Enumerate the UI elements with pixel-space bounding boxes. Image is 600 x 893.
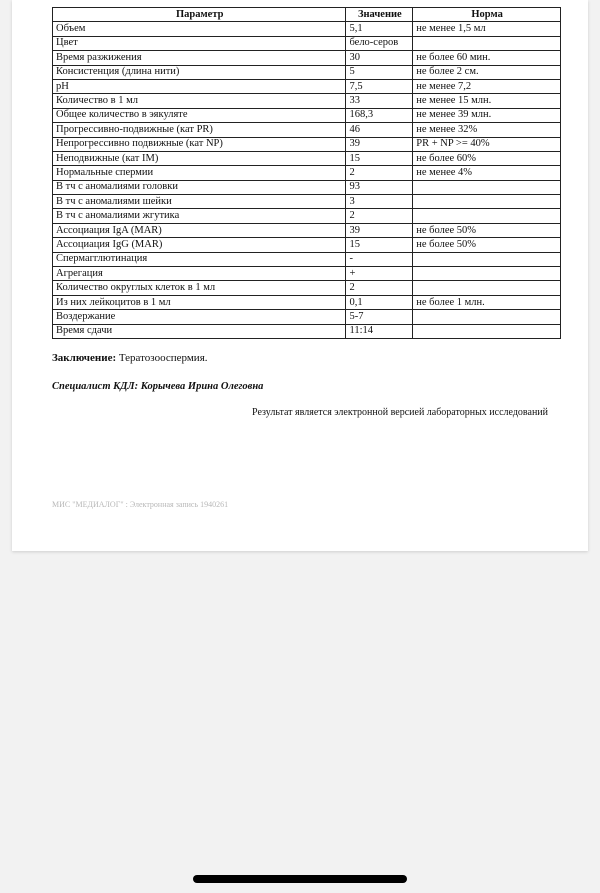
value-cell: 39 (346, 223, 413, 237)
norm-cell (413, 267, 561, 281)
norm-cell: не более 60% (413, 151, 561, 165)
norm-cell (413, 324, 561, 338)
value-cell: 39 (346, 137, 413, 151)
table-header-row (53, 8, 561, 22)
param-cell: Агрегация (53, 267, 346, 281)
table-row (53, 324, 561, 338)
param-cell: Цвет (53, 36, 346, 50)
param-cell: Нормальные спермии (53, 166, 346, 180)
value-cell: 2 (346, 166, 413, 180)
param-cell: Объем (53, 22, 346, 36)
table-row (53, 209, 561, 223)
param-cell: Время сдачи (53, 324, 346, 338)
param-cell: Спермагглютинация (53, 252, 346, 266)
param-cell: Количество округлых клеток в 1 мл (53, 281, 346, 295)
norm-cell: не более 2 см. (413, 65, 561, 79)
table-row (53, 65, 561, 79)
value-cell: 11:14 (346, 324, 413, 338)
results-table (52, 7, 561, 339)
header-norm: Норма (413, 8, 561, 22)
table-row (53, 123, 561, 137)
conclusion (52, 352, 208, 364)
value-cell: 2 (346, 281, 413, 295)
param-cell: Ассоциация IgA (MAR) (53, 223, 346, 237)
table-row (53, 310, 561, 324)
table-row (53, 281, 561, 295)
value-cell: 2 (346, 209, 413, 223)
param-cell: pH (53, 79, 346, 93)
param-cell: В тч с аномалиями жгутика (53, 209, 346, 223)
table-row (53, 79, 561, 93)
table-row (53, 295, 561, 309)
value-cell: 168,3 (346, 108, 413, 122)
norm-cell: PR + NP >= 40% (413, 137, 561, 151)
footer-record-id: МИС "МЕДИАЛОГ" : Электронная запись 1940261 (52, 500, 229, 509)
table-row (53, 22, 561, 36)
param-cell: Из них лейкоцитов в 1 мл (53, 295, 346, 309)
param-cell: Консистенция (длина нити) (53, 65, 346, 79)
norm-cell: не менее 32% (413, 123, 561, 137)
conclusion-label: Заключение: (52, 352, 117, 364)
norm-cell (413, 195, 561, 209)
norm-cell: не менее 1,5 мл (413, 22, 561, 36)
header-parameter: Параметр (53, 8, 346, 22)
value-cell: бело-серов (346, 36, 413, 50)
param-cell: В тч с аномалиями шейки (53, 195, 346, 209)
table-row (53, 195, 561, 209)
norm-cell: не более 60 мин. (413, 51, 561, 65)
table-row (53, 108, 561, 122)
norm-cell (413, 36, 561, 50)
electronic-version-note: Результат является электронной версией лабораторных исследований (252, 407, 548, 418)
norm-cell: не менее 39 млн. (413, 108, 561, 122)
norm-cell: не менее 4% (413, 166, 561, 180)
table-row (53, 252, 561, 266)
norm-cell (413, 281, 561, 295)
specialist-signature: Специалист КДЛ: Корычева Ирина Олеговна (52, 381, 264, 392)
norm-cell (413, 209, 561, 223)
norm-cell (413, 252, 561, 266)
header-value: Значение (346, 8, 413, 22)
table-row (53, 238, 561, 252)
norm-cell: не более 50% (413, 223, 561, 237)
norm-cell: не более 1 млн. (413, 295, 561, 309)
table-row (53, 137, 561, 151)
value-cell: 7,5 (346, 79, 413, 93)
param-cell: Количество в 1 мл (53, 94, 346, 108)
value-cell: 93 (346, 180, 413, 194)
value-cell: 33 (346, 94, 413, 108)
value-cell: 30 (346, 51, 413, 65)
table-row (53, 166, 561, 180)
table-row (53, 180, 561, 194)
table-row (53, 36, 561, 50)
value-cell: + (346, 267, 413, 281)
value-cell: 5 (346, 65, 413, 79)
param-cell: В тч с аномалиями головки (53, 180, 346, 194)
norm-cell: не менее 7,2 (413, 79, 561, 93)
document-page (12, 0, 588, 551)
table-row (53, 151, 561, 165)
table-row (53, 51, 561, 65)
value-cell: 46 (346, 123, 413, 137)
norm-cell (413, 180, 561, 194)
conclusion-text: Тератозооспермия. (118, 352, 208, 364)
param-cell: Ассоциация IgG (MAR) (53, 238, 346, 252)
value-cell: 15 (346, 151, 413, 165)
param-cell: Прогрессивно-подвижные (кат PR) (53, 123, 346, 137)
value-cell: - (346, 252, 413, 266)
table-row (53, 267, 561, 281)
param-cell: Неподвижные (кат IM) (53, 151, 346, 165)
value-cell: 3 (346, 195, 413, 209)
value-cell: 15 (346, 238, 413, 252)
param-cell: Воздержание (53, 310, 346, 324)
home-indicator[interactable] (193, 875, 407, 883)
param-cell: Непрогрессивно подвижные (кат NP) (53, 137, 346, 151)
table-row (53, 223, 561, 237)
norm-cell: не более 50% (413, 238, 561, 252)
norm-cell: не менее 15 млн. (413, 94, 561, 108)
param-cell: Время разжижения (53, 51, 346, 65)
value-cell: 5-7 (346, 310, 413, 324)
value-cell: 5,1 (346, 22, 413, 36)
param-cell: Общее количество в эякуляте (53, 108, 346, 122)
norm-cell (413, 310, 561, 324)
table-row (53, 94, 561, 108)
value-cell: 0,1 (346, 295, 413, 309)
